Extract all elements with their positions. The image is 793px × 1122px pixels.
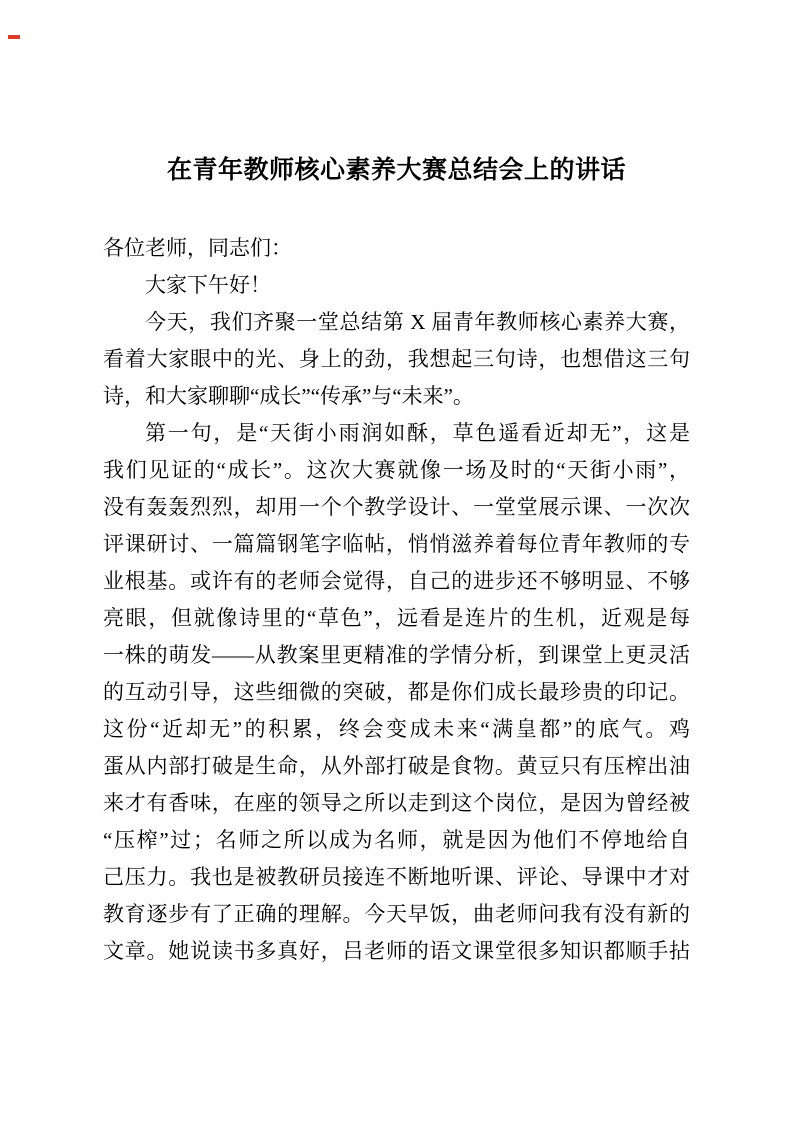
text-line: 蛋从内部打破是生命，从外部打破是食物。黄豆只有压榨出油 [103, 754, 690, 778]
text-line: 第一句，是“天街小雨润如酥，草色遥看近却无”，这是 [145, 421, 690, 445]
text-line: 看着大家眼中的光、身上的劲，我想起三句诗，也想借这三句 [103, 347, 690, 371]
text-line: 教育逐步有了正确的理解。今天早饭，曲老师问我有没有新的 [103, 902, 690, 926]
red-artifact-mark [8, 35, 20, 39]
text-line: 没有轰轰烈烈，却用一个个教学设计、一堂堂展示课、一次次 [103, 495, 690, 519]
document-title: 在青年教师核心素养大赛总结会上的讲话 [166, 156, 626, 184]
text-line: 评课研讨、一篇篇钢笔字临帖，悄悄滋养着每位青年教师的专 [103, 532, 690, 556]
text-line: 各位老师，同志们： [103, 236, 292, 260]
text-line: 一株的萌发——从教案里更精准的学情分析，到课堂上更灵活 [103, 643, 690, 667]
text-line: 今天，我们齐聚一堂总结第 X 届青年教师核心素养大赛， [145, 310, 690, 334]
text-line: “压榨”过；名师之所以成为名师，就是因为他们不停地给自 [103, 828, 690, 852]
text-line: 文章。她说读书多真好，吕老师的语文课堂很多知识都顺手拈 [103, 939, 690, 963]
text-line: 诗，和大家聊聊“成长”“传承”与“未来”。 [103, 384, 474, 408]
text-line: 大家下午好！ [145, 273, 271, 297]
text-line: 的互动引导，这些细微的突破，都是你们成长最珍贵的印记。 [103, 680, 690, 704]
text-line: 这份“近却无”的积累，终会变成未来“满皇都”的底气。鸡 [103, 717, 690, 741]
document-body [103, 230, 690, 970]
text-line: 我们见证的“成长”。这次大赛就像一场及时的“天街小雨”， [103, 458, 690, 482]
text-line: 亮眼，但就像诗里的“草色”，远看是连片的生机，近观是每 [103, 606, 690, 630]
text-line: 业根基。或许有的老师会觉得，自己的进步还不够明显、不够 [103, 569, 690, 593]
text-line: 己压力。我也是被教研员接连不断地听课、评论、导课中才对 [103, 865, 690, 889]
text-line: 来才有香味，在座的领导之所以走到这个岗位，是因为曾经被 [103, 791, 690, 815]
